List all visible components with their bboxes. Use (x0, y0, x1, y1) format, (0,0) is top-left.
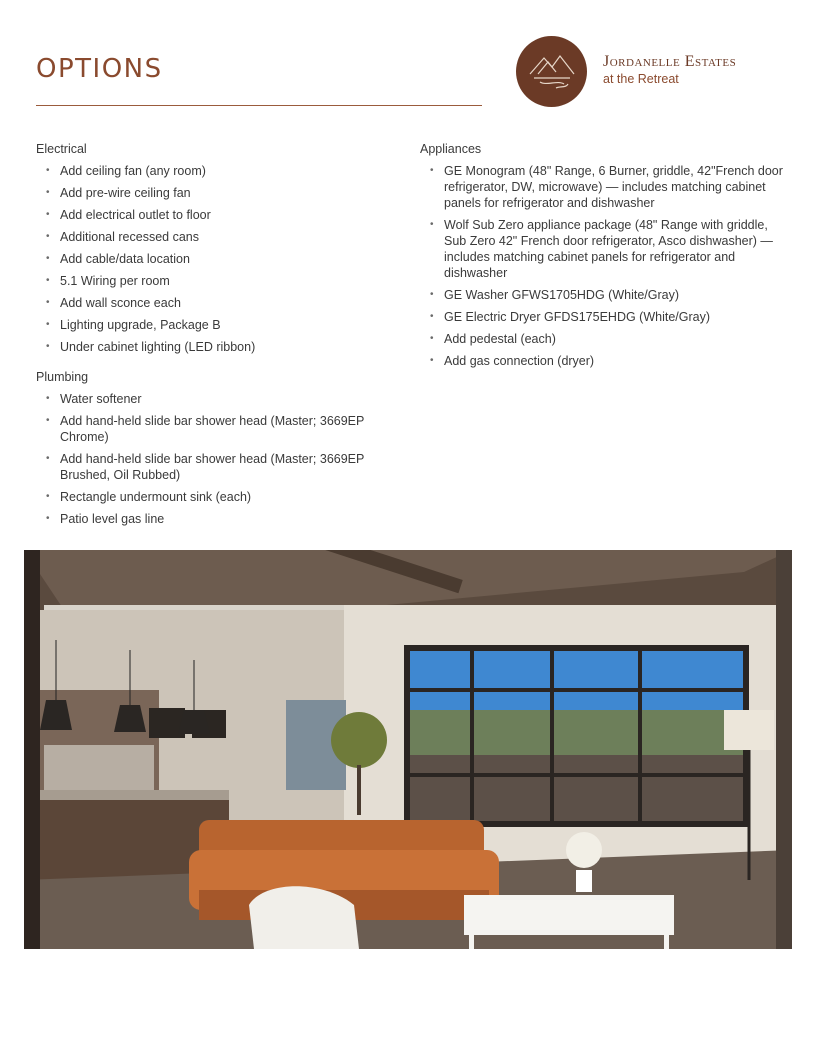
plumbing-section (36, 369, 408, 527)
brand-name: Jordanelle Estates (603, 53, 737, 70)
list-item: • Lighting upgrade, Package B (36, 317, 408, 333)
list-item: • Add hand-held slide bar shower head (Master; 3669EP Chrome) (36, 413, 408, 445)
title-divider (36, 105, 482, 106)
list-item: • Add pedestal (each) (420, 331, 790, 347)
list-item: • Additional recessed cans (36, 229, 408, 245)
electrical-heading: Electrical (36, 142, 87, 156)
left-column (36, 141, 408, 533)
list-item: • Rectangle undermount sink (each) (36, 489, 408, 505)
right-column (420, 141, 790, 375)
list-item: • Add gas connection (dryer) (420, 353, 790, 369)
mountain-logo-icon (516, 36, 587, 107)
list-item: • GE Electric Dryer GFDS175EHDG (White/Gray) (420, 309, 790, 325)
appliances-heading: Appliances (420, 142, 482, 156)
list-item: • Add hand-held slide bar shower head (Master; 3669EP Brushed, Oil Rubbed) (36, 451, 408, 483)
list-item: • 5.1 Wiring per room (36, 273, 408, 289)
list-item: • Add cable/data location (36, 251, 408, 267)
plumbing-heading: Plumbing (36, 370, 89, 384)
list-item: • Add electrical outlet to floor (36, 207, 408, 223)
list-item: • GE Washer GFWS1705HDG (White/Gray) (420, 287, 790, 303)
electrical-list (36, 163, 408, 355)
page-title: OPTIONS (36, 54, 163, 84)
appliances-section (420, 141, 790, 369)
electrical-section (36, 141, 408, 355)
brand-subtitle: at the Retreat (603, 72, 679, 86)
living-room-rendering (24, 550, 792, 949)
list-item: • Add pre-wire ceiling fan (36, 185, 408, 201)
list-item: • Wolf Sub Zero appliance package (48" Range with griddle, Sub Zero 42" French door refrigerator, Asco dishwasher) — includes matching cabinet panels for refrigerator and dishwasher (420, 217, 790, 281)
brand-logo-block (516, 36, 736, 107)
list-item: • Add ceiling fan (any room) (36, 163, 408, 179)
plumbing-list (36, 391, 408, 527)
list-item: • Add wall sconce each (36, 295, 408, 311)
list-item: • Under cabinet lighting (LED ribbon) (36, 339, 408, 355)
list-item: • Patio level gas line (36, 511, 408, 527)
list-item: • Water softener (36, 391, 408, 407)
appliances-list (420, 163, 790, 369)
list-item: • GE Monogram (48" Range, 6 Burner, griddle, 42"French door refrigerator, DW, microwave) — includes matching cabinet panels for refrigerator and dishwasher (420, 163, 790, 211)
